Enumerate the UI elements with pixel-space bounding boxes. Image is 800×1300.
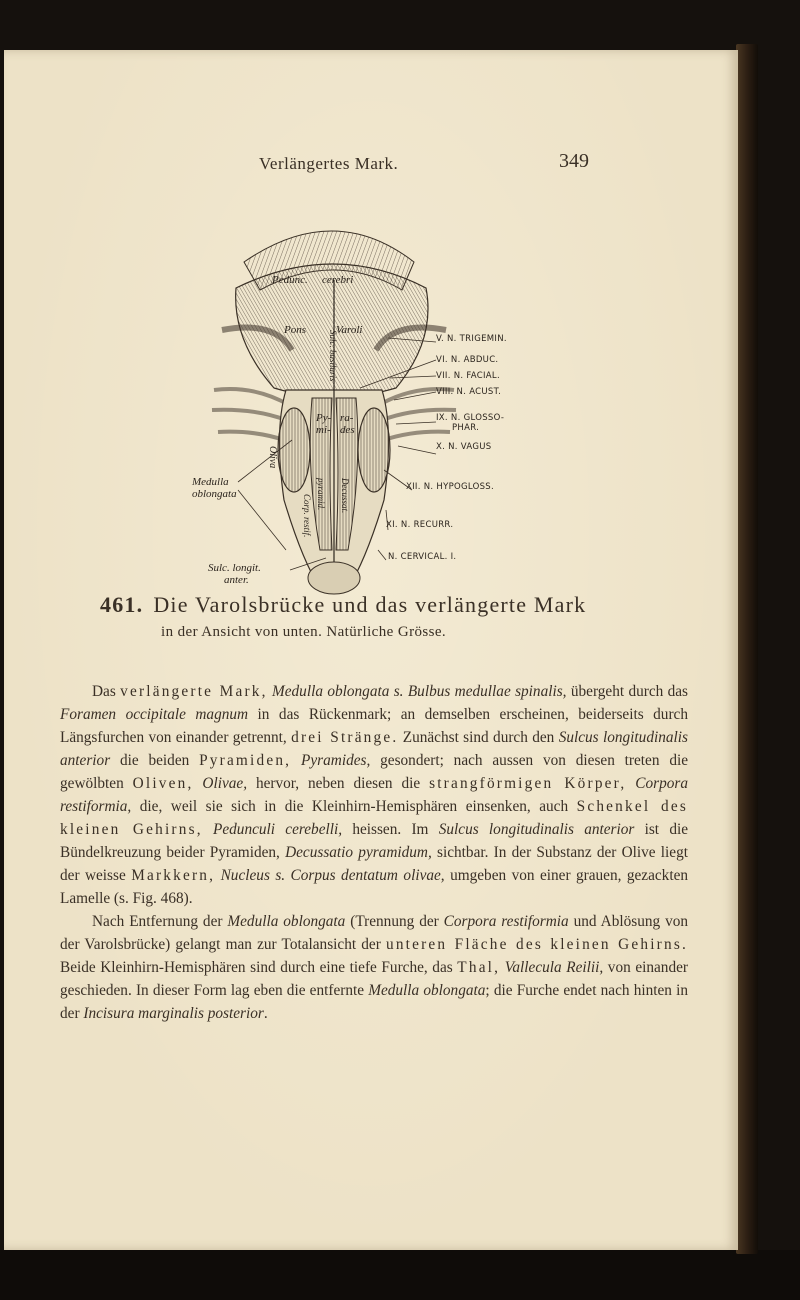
text-run: . bbox=[263, 1005, 268, 1022]
text-run: Beide Kleinhirn-Hemisphären sind durch eine tiefe Furche, das bbox=[60, 959, 458, 976]
text-run: und Ablösung von der Varolsbrücke) gelangt man zur Totalansicht der bbox=[60, 913, 689, 953]
anatomy-figure bbox=[174, 210, 507, 610]
paragraph-1 bbox=[60, 680, 688, 910]
label-des: des bbox=[340, 424, 355, 436]
spaced-term: Thal, bbox=[457, 959, 501, 976]
label-sulc-longit-line1: Sulc. longit. bbox=[208, 562, 261, 574]
figure-subtitle: in der Ansicht von unten. Natürliche Grösse. bbox=[161, 624, 447, 640]
latin-term: Medulla oblongata s. Bulbus medullae spinalis, bbox=[272, 683, 567, 700]
label-medulla-line1: Medulla bbox=[192, 476, 229, 488]
label-nerve-x: X. N. VAGUS bbox=[436, 442, 492, 452]
text-run bbox=[626, 775, 635, 792]
label-nerve-vi: VI. N. ABDUC. bbox=[436, 355, 499, 365]
dark-background bbox=[0, 1250, 800, 1300]
label-cerebri: cerebri bbox=[322, 274, 354, 286]
label-sulc-basilaris: Sulc. basilaris bbox=[328, 330, 338, 382]
label-varoli: Varoli bbox=[336, 324, 363, 336]
latin-term: Decussatio pyramidum, bbox=[285, 844, 432, 861]
latin-term: Medulla oblongata bbox=[368, 982, 486, 999]
latin-term: Vallecula Reilii, bbox=[504, 959, 604, 976]
label-nerve-v: V. N. TRIGEMIN. bbox=[436, 334, 507, 344]
latin-term: Corpora restiformia, bbox=[60, 775, 688, 815]
text-run: ; die Furche endet nach hinten in der bbox=[60, 982, 689, 1022]
latin-term: Nucleus s. Corpus dentatum olivae, bbox=[220, 867, 445, 884]
text-run: die, weil sie sich in die Kleinhirn-Hemisphären einsenken, auch bbox=[131, 798, 577, 815]
text-run: in das Rückenmark; an demselben erscheinen, beiderseits durch Längsfurchen von einander getrennt, bbox=[60, 706, 688, 746]
label-nerve-viii: VIII. N. ACUST. bbox=[436, 387, 502, 397]
text-run: Das bbox=[92, 683, 121, 700]
label-py: Py- bbox=[316, 412, 332, 424]
text-run bbox=[203, 821, 213, 838]
label-ra: ra- bbox=[340, 412, 354, 424]
brainstem-illustration bbox=[174, 210, 494, 610]
label-sulc-longit-line2: anter. bbox=[224, 574, 249, 586]
latin-term: Sulcus longitudinalis anterior bbox=[438, 821, 635, 838]
latin-term: Foramen occipitale magnum bbox=[60, 706, 249, 723]
label-oliva: Oliva bbox=[267, 446, 278, 469]
spaced-term: Oliven, bbox=[132, 775, 194, 792]
label-corp-restif: Corp. restif. bbox=[302, 494, 312, 538]
label-nerve-cervical: N. CERVICAL. I. bbox=[388, 552, 457, 562]
book-spine-edge bbox=[736, 44, 758, 1254]
spaced-term: drei Stränge. bbox=[291, 729, 399, 746]
page-number: 349 bbox=[559, 150, 589, 172]
spaced-term: strangförmigen Körper, bbox=[429, 775, 627, 792]
text-run: Nach Entfernung der bbox=[92, 913, 228, 930]
label-pedunc: Pedunc. bbox=[272, 274, 308, 286]
text-run: (Trennung der bbox=[345, 913, 444, 930]
text-run: sichtbar. In der Substanz der Olive liegt der weisse bbox=[60, 844, 688, 884]
label-mi: mi- bbox=[316, 424, 331, 436]
label-nerve-vii: VII. N. FACIAL. bbox=[436, 371, 500, 381]
label-medulla-line2: oblongata bbox=[192, 488, 237, 500]
latin-term: Medulla oblongata bbox=[227, 913, 346, 930]
text-run: Zunächst sind durch den bbox=[398, 729, 559, 746]
text-run: die beiden bbox=[110, 752, 200, 769]
label-nerve-ix-cont: PHAR. bbox=[452, 423, 480, 433]
spaced-term: Pyramiden, bbox=[199, 752, 292, 769]
book-page bbox=[4, 50, 738, 1250]
figure-caption bbox=[100, 592, 660, 618]
spaced-term: Markkern, bbox=[131, 867, 216, 884]
figure-title: Die Varolsbrücke und das verlängerte Mark bbox=[153, 592, 587, 617]
text-run: ist die Bündelkreuzung beider Pyramiden, bbox=[60, 821, 689, 861]
text-run: hervor, neben diesen die bbox=[247, 775, 430, 792]
latin-term: Pedunculi cerebelli, bbox=[213, 821, 343, 838]
text-run: umgeben von einer grauen, gezackten Lamelle (s. Fig. 468). bbox=[60, 867, 689, 907]
label-nerve-ix: IX. N. GLOSSO- bbox=[436, 413, 505, 423]
latin-term: Olivae, bbox=[202, 775, 248, 792]
spaced-term: unteren Fläche des kleinen Gehirns. bbox=[385, 936, 689, 953]
latin-term: Pyramides, bbox=[301, 752, 371, 769]
label-pons: Pons bbox=[284, 324, 306, 336]
latin-term: Incisura marginalis posterior bbox=[83, 1005, 264, 1022]
label-nerve-xii: XII. N. HYPOGLOSS. bbox=[406, 482, 495, 492]
running-title: Verlängertes Mark. bbox=[259, 154, 399, 173]
label-decussat: Decussat. bbox=[340, 478, 350, 514]
text-run bbox=[291, 752, 301, 769]
figure-number: 461. bbox=[100, 592, 144, 617]
text-run: gesondert; nach aussen von diesen treten die gewölbten bbox=[60, 752, 689, 792]
text-run: von einander geschieden. In dieser Form lag eben die entfernte bbox=[60, 959, 688, 999]
label-pyramid: pyramid. bbox=[316, 478, 326, 511]
latin-term: Corpora restiformia bbox=[443, 913, 569, 930]
spaced-term: verlängerte Mark, bbox=[120, 683, 268, 700]
spaced-term: Schenkel des kleinen Gehirns, bbox=[60, 798, 689, 838]
latin-term: Sulcus longitudinalis anterior bbox=[60, 729, 688, 769]
text-run: heissen. Im bbox=[342, 821, 439, 838]
text-run: übergeht durch das bbox=[566, 683, 689, 700]
body-text bbox=[60, 680, 688, 1025]
label-nerve-xi: XI. N. RECURR. bbox=[386, 520, 454, 530]
paragraph-2 bbox=[60, 910, 688, 1025]
